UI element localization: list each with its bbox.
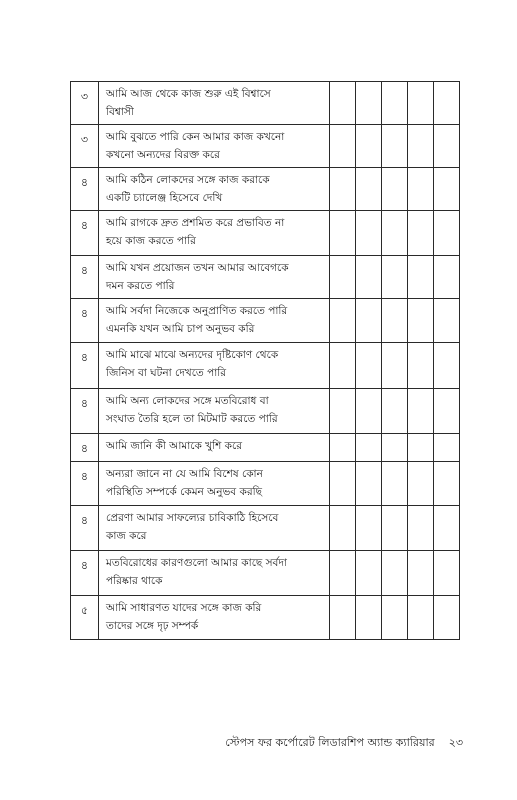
statement-cell xyxy=(99,168,330,211)
statement-line: সংঘাত তৈরি হলে তা মিটমাট করতে পারি xyxy=(106,413,278,425)
statement-line: একটি চ্যালেঞ্জ হিসেবে দেখি xyxy=(106,192,223,204)
row-number: ৪ xyxy=(71,343,99,389)
running-title: স্টেপস ফর কর্পোরেট লিডারশিপ অ্যান্ড ক্যারিয়ার xyxy=(225,736,435,749)
rating-box xyxy=(356,434,382,462)
table-row xyxy=(71,299,460,343)
rating-box xyxy=(408,82,434,125)
table-row xyxy=(71,434,460,462)
rating-box xyxy=(356,168,382,211)
row-number: ৪ xyxy=(71,168,99,211)
rating-box xyxy=(382,389,408,434)
rating-box xyxy=(330,389,356,434)
row-number: ৪ xyxy=(71,506,99,551)
rating-box xyxy=(408,299,434,343)
statement-line: পরিষ্কার থাকে xyxy=(106,575,163,587)
statement-cell xyxy=(99,506,330,551)
rating-box xyxy=(408,256,434,299)
rating-box xyxy=(408,343,434,389)
row-number: ৪ xyxy=(71,551,99,596)
statement-line: আমি অন্য লোকদের সঙ্গে মতবিরোধ বা xyxy=(106,395,269,407)
statement-line: কাজ করে xyxy=(106,530,147,542)
rating-box xyxy=(408,551,434,596)
row-number: ৪ xyxy=(71,389,99,434)
rating-box xyxy=(434,434,460,462)
rating-box xyxy=(382,596,408,640)
rating-box xyxy=(382,299,408,343)
rating-box xyxy=(408,211,434,256)
statement-cell xyxy=(99,551,330,596)
table-row xyxy=(71,596,460,640)
rating-box xyxy=(434,256,460,299)
rating-box xyxy=(434,596,460,640)
rating-box xyxy=(356,551,382,596)
rating-box xyxy=(330,211,356,256)
table-row xyxy=(71,168,460,211)
statement-line: আমি আজ থেকে কাজ শুরু এই বিশ্বাসে xyxy=(106,88,271,100)
rating-box xyxy=(434,125,460,168)
rating-box xyxy=(382,211,408,256)
rating-box xyxy=(356,596,382,640)
rating-box xyxy=(382,462,408,506)
statement-cell xyxy=(99,211,330,256)
rating-box xyxy=(356,82,382,125)
rating-box xyxy=(330,299,356,343)
rating-box xyxy=(408,506,434,551)
rating-box xyxy=(382,256,408,299)
rating-box xyxy=(356,256,382,299)
statement-cell xyxy=(99,125,330,168)
table-row xyxy=(71,82,460,125)
rating-box xyxy=(408,125,434,168)
row-number: ৪ xyxy=(71,299,99,343)
statement-line: পরিস্থিতি সম্পর্কে কেমন অনুভব করছি xyxy=(106,486,262,498)
statement-line: আমি মাঝে মাঝে অন্যদের দৃষ্টিকোণ থেকে xyxy=(106,349,279,361)
rating-box xyxy=(434,462,460,506)
rating-box xyxy=(330,82,356,125)
rating-box xyxy=(434,211,460,256)
self-assessment-table xyxy=(70,81,460,640)
row-number: ৫ xyxy=(71,596,99,640)
rating-box xyxy=(408,389,434,434)
rating-box xyxy=(356,299,382,343)
rating-box xyxy=(434,168,460,211)
rating-box xyxy=(356,506,382,551)
statement-line: কখনো অন্যদের বিরক্ত করে xyxy=(106,149,220,161)
statement-cell xyxy=(99,462,330,506)
rating-box xyxy=(434,82,460,125)
row-number: ৩ xyxy=(71,125,99,168)
rating-box xyxy=(330,256,356,299)
rating-box xyxy=(330,462,356,506)
statement-line: অন্যরা জানে না যে আমি বিশেষ কোন xyxy=(106,468,263,480)
row-number: ৪ xyxy=(71,256,99,299)
rating-box xyxy=(434,506,460,551)
table-row xyxy=(71,125,460,168)
rating-box xyxy=(382,551,408,596)
rating-box xyxy=(330,434,356,462)
page-number: ২৩ xyxy=(448,736,463,749)
row-number: ৪ xyxy=(71,462,99,506)
statement-line: প্রেরণা আমার সাফল্যের চাবিকাঠি হিসেবে xyxy=(106,512,279,524)
statement-cell xyxy=(99,596,330,640)
rating-box xyxy=(382,82,408,125)
rating-box xyxy=(382,506,408,551)
table-row xyxy=(71,389,460,434)
rating-box xyxy=(330,506,356,551)
rating-box xyxy=(382,125,408,168)
rating-box xyxy=(356,389,382,434)
rating-box xyxy=(356,211,382,256)
rating-box xyxy=(356,125,382,168)
rating-box xyxy=(356,462,382,506)
rating-box xyxy=(382,343,408,389)
statement-line: আমি সর্বদা নিজেকে অনুপ্রাণিত করতে পারি xyxy=(106,305,288,317)
rating-box xyxy=(408,462,434,506)
rating-box xyxy=(330,168,356,211)
statement-cell xyxy=(99,299,330,343)
rating-box xyxy=(330,596,356,640)
statement-cell xyxy=(99,389,330,434)
table-row xyxy=(71,462,460,506)
table-row xyxy=(71,343,460,389)
statement-line: বিশ্বাসী xyxy=(106,106,134,118)
statement-line: তাদের সঙ্গে দৃঢ় সম্পর্ক xyxy=(106,620,199,632)
rating-box xyxy=(408,596,434,640)
table-row xyxy=(71,506,460,551)
statement-line: আমি রাগকে দ্রুত প্রশমিত করে প্রভাবিত না xyxy=(106,217,285,229)
statement-cell xyxy=(99,256,330,299)
rating-box xyxy=(382,168,408,211)
rating-box xyxy=(434,299,460,343)
rating-box xyxy=(356,343,382,389)
statement-cell xyxy=(99,434,330,462)
rating-box xyxy=(408,168,434,211)
page-footer xyxy=(225,734,463,753)
statement-line: জিনিস বা ঘটনা দেখতে পারি xyxy=(106,367,227,379)
statement-cell xyxy=(99,343,330,389)
statement-line: আমি যখন প্রয়োজন তখন আমার আবেগকে xyxy=(106,262,289,274)
statement-line: এমনকি যখন আমি চাপ অনুভব করি xyxy=(106,323,255,335)
rating-box xyxy=(382,434,408,462)
statement-line: দমন করতে পারি xyxy=(106,280,175,292)
table-row xyxy=(71,256,460,299)
statement-line: হয়ে কাজ করতে পারি xyxy=(106,235,196,247)
row-number: ৪ xyxy=(71,211,99,256)
statement-line: আমি বুঝতে পারি কেন আমার কাজ কখনো xyxy=(106,131,285,143)
rating-box xyxy=(434,389,460,434)
rating-box xyxy=(330,551,356,596)
row-number: ৪ xyxy=(71,434,99,462)
rating-box xyxy=(434,551,460,596)
rating-box xyxy=(408,434,434,462)
statement-line: মতবিরোধের কারণগুলো আমার কাছে সর্বদা xyxy=(106,557,287,569)
statement-line: আমি কঠিন লোকদের সঙ্গে কাজ করাকে xyxy=(106,174,270,186)
statement-line: আমি জানি কী আমাকে খুশি করে xyxy=(106,440,242,452)
rating-box xyxy=(330,343,356,389)
row-number: ৩ xyxy=(71,82,99,125)
table-row xyxy=(71,551,460,596)
rating-box xyxy=(434,343,460,389)
rating-box xyxy=(330,125,356,168)
statement-cell xyxy=(99,82,330,125)
statement-line: আমি সাধারণত যাদের সঙ্গে কাজ করি xyxy=(106,602,262,614)
table-row xyxy=(71,211,460,256)
